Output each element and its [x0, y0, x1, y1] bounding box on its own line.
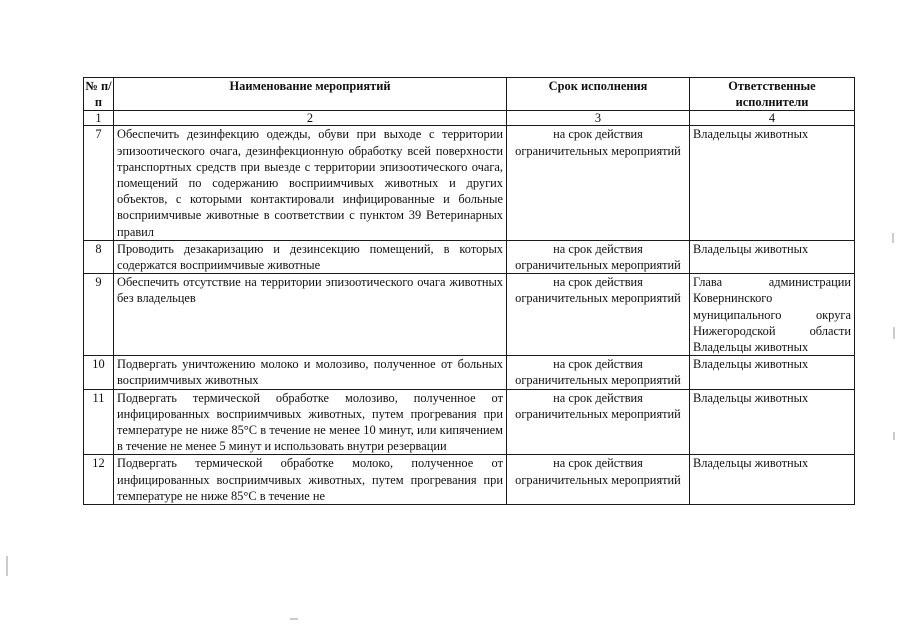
row-number: 12 [84, 455, 114, 505]
scan-artifact [6, 556, 8, 576]
execution-term: на срок действия ограничительных мероприятий [507, 356, 690, 389]
execution-term: на срок действия ограничительных мероприятий [507, 126, 690, 240]
execution-term: на срок действия ограничительных мероприятий [507, 389, 690, 455]
scan-artifact [893, 432, 895, 440]
row-number: 11 [84, 389, 114, 455]
header-measures: Наименование мероприятий [114, 78, 507, 111]
measure-description: Подвергать термической обработке молозиво, полученное от инфицированных восприимчивых животных, путем прогревания при температуре не ниже 85°С в течение не менее 10 минут, или кипячением в течение не менее 5 минут и использовать внутри резервации [114, 389, 507, 455]
responsible-executors: Владельцы животных [690, 126, 855, 240]
scan-artifact [893, 327, 895, 339]
responsible-executors: Глава администрации Ковернинского муниципального округа Нижегородской области Владельцы животных [690, 274, 855, 356]
row-number: 8 [84, 240, 114, 273]
header-responsible: Ответственные исполнители [690, 78, 855, 111]
execution-term: на срок действия ограничительных мероприятий [507, 240, 690, 273]
row-number: 9 [84, 274, 114, 356]
table-row [84, 240, 855, 273]
table-row [84, 455, 855, 505]
responsible-executors: Владельцы животных [690, 455, 855, 505]
measure-description: Обеспечить дезинфекцию одежды, обуви при выходе с территории эпизоотического очага, дезинфекционную обработку всей поверхности транспортных средств при выезде с территории эпизоотического очага, помещений по содержанию восприимчивых животных и других объектов, с которыми контактировали инфицированные и больные восприимчивые животные в соответствии с пунктом 39 Ветеринарных правил [114, 126, 507, 240]
scan-artifact [892, 233, 894, 243]
row-number: 7 [84, 126, 114, 240]
column-numbers-row [84, 111, 855, 126]
measure-description: Подвергать уничтожению молоко и молозиво, полученное от больных восприимчивых животных [114, 356, 507, 389]
scan-artifact [290, 618, 298, 620]
execution-term: на срок действия ограничительных мероприятий [507, 274, 690, 356]
row-number: 10 [84, 356, 114, 389]
column-number: 2 [114, 111, 507, 126]
table-row [84, 389, 855, 455]
execution-term: на срок действия ограничительных мероприятий [507, 455, 690, 505]
table-row [84, 356, 855, 389]
header-row [84, 78, 855, 111]
table-row [84, 274, 855, 356]
header-number: № п/п [85, 79, 112, 110]
responsible-executors: Владельцы животных [690, 389, 855, 455]
table-row [84, 126, 855, 240]
column-number: 3 [507, 111, 690, 126]
measure-description: Подвергать термической обработке молоко, полученное от инфицированных восприимчивых животных, путем прогревания при температуре не ниже 85°С в течение не [114, 455, 507, 505]
column-number: 1 [84, 111, 114, 126]
column-number: 4 [690, 111, 855, 126]
measures-table [83, 77, 855, 505]
responsible-executors: Владельцы животных [690, 240, 855, 273]
responsible-executors: Владельцы животных [690, 356, 855, 389]
header-term: Срок исполнения [507, 78, 690, 111]
measure-description: Обеспечить отсутствие на территории эпизоотического очага животных без владельцев [114, 274, 507, 356]
measure-description: Проводить дезакаризацию и дезинсекцию помещений, в которых содержатся восприимчивые животные [114, 240, 507, 273]
